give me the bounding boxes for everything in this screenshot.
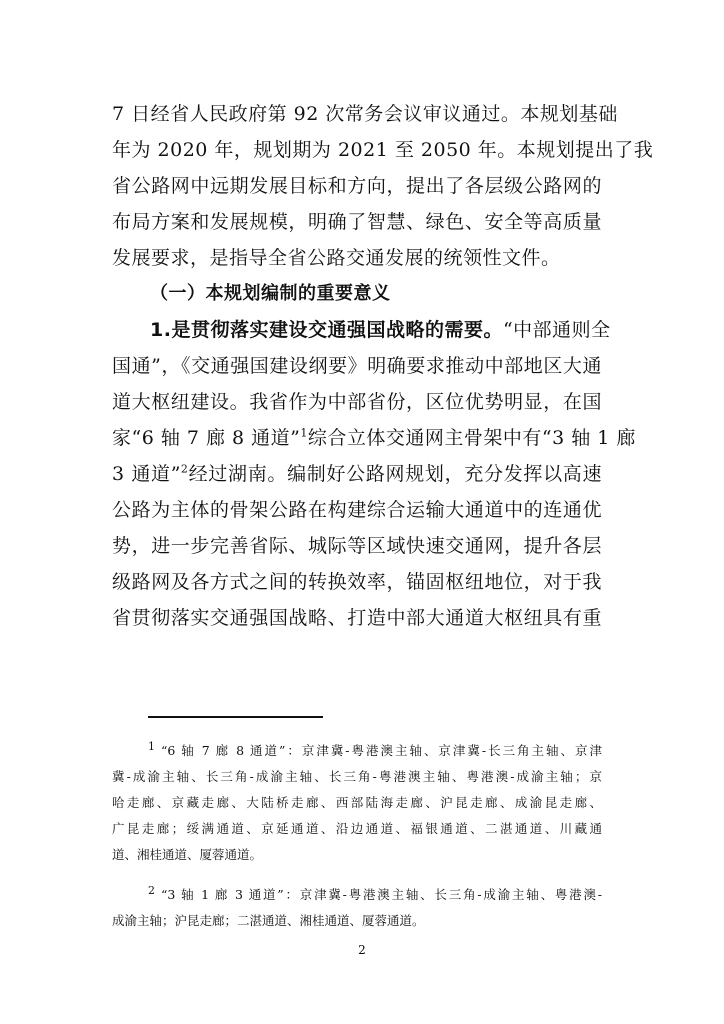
paragraph-lead-rest: “中部通则全 bbox=[502, 319, 611, 341]
footnote-1-line: 广昆走廊；绥满通道、京延通道、沿边通道、福银通道、二湛通道、川藏通 bbox=[112, 821, 602, 836]
body-line-with-footnote-2 bbox=[112, 456, 602, 492]
body-line: 公路为主体的骨架公路在构建综合运输大通道中的连通优 bbox=[112, 499, 602, 521]
body-line: 布局方案和发展规模，明确了智慧、绿色、安全等高质量 bbox=[112, 211, 602, 233]
footnote-text: “6 轴 7 廊 8 通道”：京津冀-粤港澳主轴、京津冀-长三角主轴、京津 bbox=[161, 743, 602, 758]
body-line: 级路网及各方式之间的转换效率，锚固枢纽地位，对于我 bbox=[112, 571, 602, 593]
body-line: 国通”，《交通强国建设纲要》明确要求推动中部地区大通 bbox=[112, 355, 602, 377]
body-line: 7 日经省人民政府第 92 次常务会议审议通过。本规划基础 bbox=[112, 103, 618, 125]
footnote-ref-1[interactable]: 1 bbox=[300, 426, 308, 440]
footnote-1-line: 哈走廊、京藏走廊、大陆桥走廊、西部陆海走廊、沪昆走廊、成渝昆走廊、 bbox=[112, 795, 602, 810]
body-line: 势，进一步完善省际、城际等区域快速交通网，提升各层 bbox=[112, 535, 602, 557]
footnote-ref-2[interactable]: 2 bbox=[180, 462, 189, 476]
footnote-1-line: 冀-成渝主轴、长三角-成渝主轴、长三角-粤港澳主轴、粤港澳-成渝主轴；京 bbox=[112, 769, 602, 784]
footnotes bbox=[112, 738, 602, 934]
footnote-2-line: 成渝主轴；沪昆走廊；二湛通道、湘桂通道、厦蓉通道。 bbox=[112, 913, 425, 928]
body-line: 省公路网中远期发展目标和方向，提出了各层级公路网的 bbox=[112, 175, 602, 197]
paragraph-lead-line bbox=[112, 312, 611, 348]
section-heading: （一）本规划编制的重要意义 bbox=[150, 283, 391, 304]
body-text-segment: 3 通道” bbox=[112, 463, 181, 485]
body-line: 道大枢纽建设。我省作为中部省份，区位优势明显，在国 bbox=[112, 391, 602, 413]
paragraph-lead-bold: 1.是贯彻落实建设交通强国战略的需要。 bbox=[150, 319, 503, 341]
body-text-segment: 综合立体交通网主骨架中有“3 轴 1 廊 bbox=[307, 427, 636, 449]
body-line-with-footnote-1 bbox=[112, 420, 636, 456]
body-text bbox=[112, 96, 654, 636]
footnote-separator bbox=[148, 716, 323, 718]
body-line: 年为 2020 年，规划期为 2021 至 2050 年。本规划提出了我 bbox=[112, 139, 654, 161]
body-text-segment: 家“6 轴 7 廊 8 通道” bbox=[112, 427, 301, 449]
page-number: 2 bbox=[358, 943, 366, 957]
footnote-1-line bbox=[112, 738, 602, 764]
body-line: 发展要求，是指导全省公路交通发展的统领性文件。 bbox=[112, 247, 561, 269]
footnote-gap bbox=[112, 868, 602, 882]
body-line: 省贯彻落实交通强国战略、打造中部大通道大枢纽具有重 bbox=[112, 607, 602, 629]
footnote-1-mark: 1 bbox=[148, 739, 155, 753]
footnote-1-line: 道、湘桂通道、厦蓉通道。 bbox=[112, 847, 263, 862]
footnote-2-line bbox=[112, 882, 602, 908]
body-text-segment: 经过湖南。编制好公路网规划，充分发挥以高速 bbox=[188, 463, 602, 485]
footnote-2-mark: 2 bbox=[148, 883, 155, 897]
footnote-text: “3 轴 1 廊 3 通道”：京津冀-粤港澳主轴、长三角-成渝主轴、粤港澳- bbox=[161, 887, 602, 902]
